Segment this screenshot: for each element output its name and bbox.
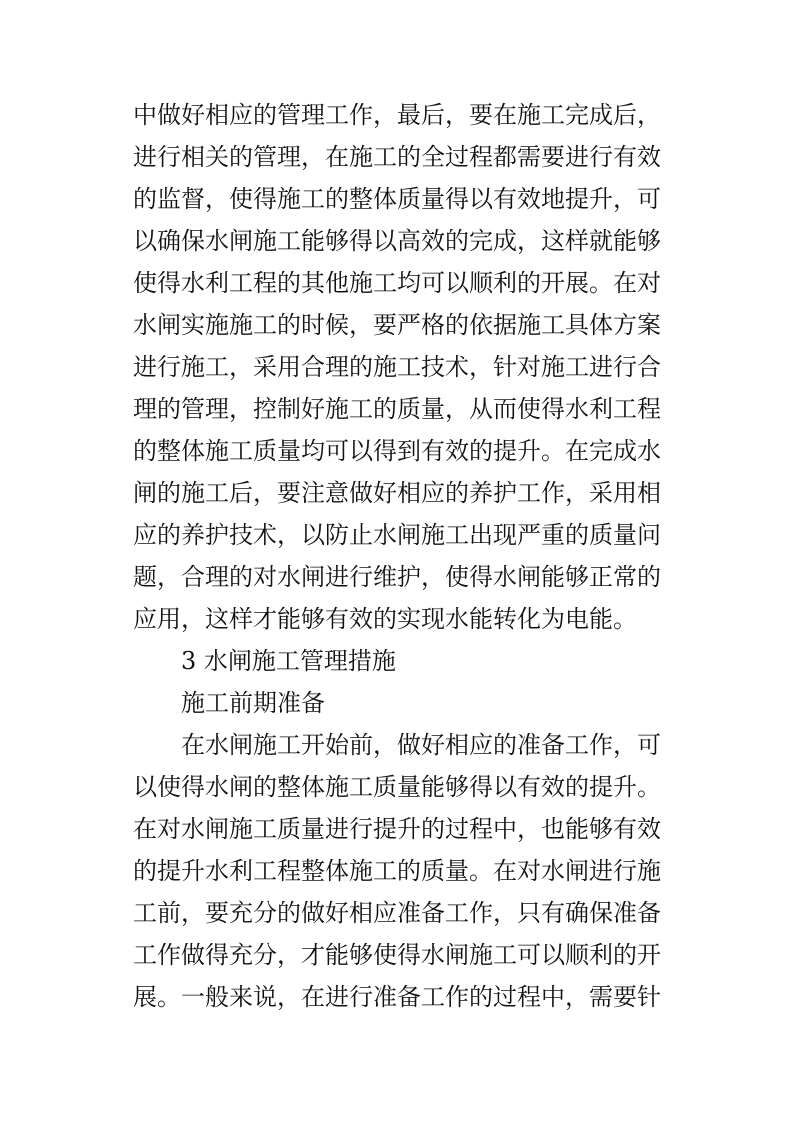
- text-line: 在水闸施工开始前，做好相应的准备工作，可: [181, 731, 661, 759]
- text-line: 的提升水利工程整体施工的质量。在对水闸进行施: [133, 857, 661, 885]
- text-line: 以使得水闸的整体施工质量能够得以有效的提升。: [133, 773, 661, 801]
- section-heading: 3 水闸施工管理措施: [181, 647, 396, 675]
- text-line: 进行相关的管理，在施工的全过程都需要进行有效: [133, 143, 661, 171]
- text-line: 水闸实施施工的时候，要严格的依据施工具体方案: [133, 311, 661, 339]
- text-line: 以确保水闸施工能够得以高效的完成，这样就能够: [133, 227, 661, 255]
- text-line: 进行施工，采用合理的施工技术，针对施工进行合: [133, 353, 661, 381]
- subsection-heading: 施工前期准备: [181, 689, 325, 717]
- text-line: 理的管理，控制好施工的质量，从而使得水利工程: [133, 395, 661, 423]
- text-line: 应用，这样才能够有效的实现水能转化为电能。: [133, 605, 637, 633]
- text-line: 闸的施工后，要注意做好相应的养护工作，采用相: [133, 479, 661, 507]
- text-line: 在对水闸施工质量进行提升的过程中，也能够有效: [133, 815, 661, 843]
- body-text: [133, 94, 663, 1018]
- text-line: 题，合理的对水闸进行维护，使得水闸能够正常的: [133, 563, 661, 591]
- text-line: 使得水利工程的其他施工均可以顺利的开展。在对: [133, 269, 661, 297]
- text-line: 应的养护技术，以防止水闸施工出现严重的质量问: [133, 521, 661, 549]
- text-line: 展。一般来说，在进行准备工作的过程中，需要针: [133, 983, 661, 1011]
- text-line: 工作做得充分，才能够使得水闸施工可以顺利的开: [133, 941, 661, 969]
- text-line: 的整体施工质量均可以得到有效的提升。在完成水: [133, 437, 661, 465]
- text-line: 中做好相应的管理工作，最后，要在施工完成后，: [133, 101, 661, 129]
- text-line: 的监督，使得施工的整体质量得以有效地提升，可: [133, 185, 661, 213]
- text-line: 工前，要充分的做好相应准备工作，只有确保准备: [133, 899, 661, 927]
